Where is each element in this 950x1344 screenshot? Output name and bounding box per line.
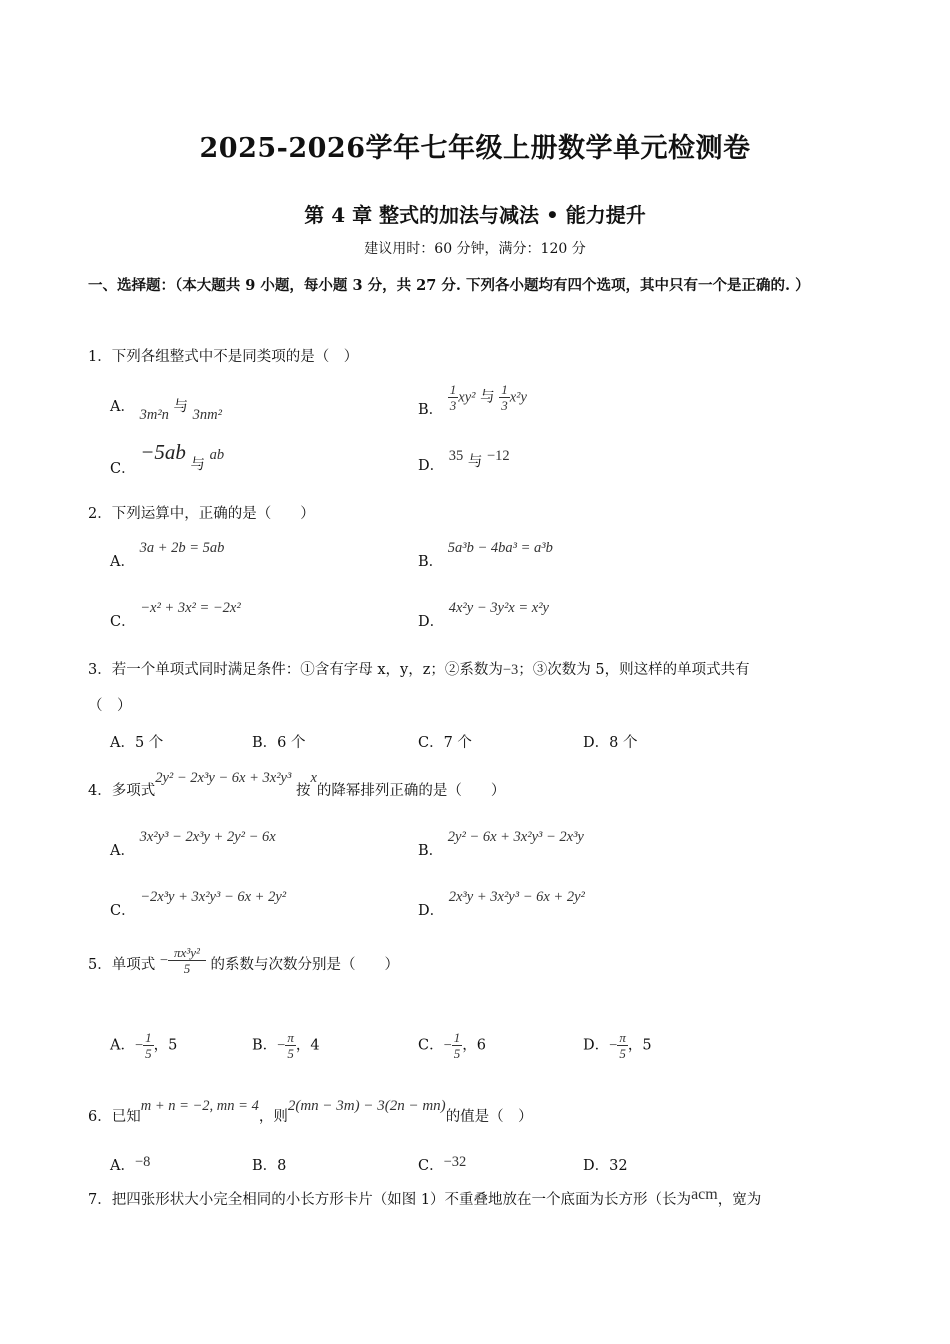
connector: 与 bbox=[467, 454, 483, 470]
chapter-subtitle: 第 4 章 整式的加法与减法 • 能力提升 bbox=[304, 203, 646, 227]
math-expr: −8 bbox=[134, 1154, 151, 1170]
math-expr: 2y² − 2x³y − 6x + 3x²y³ bbox=[155, 770, 292, 786]
math-expr: − bbox=[159, 952, 169, 969]
math-expr: 4x²y − 3y²x = x²y bbox=[448, 600, 549, 616]
math-sign: − bbox=[134, 1037, 144, 1054]
math-expr: acm bbox=[691, 1186, 718, 1203]
option-label: C． bbox=[110, 903, 136, 919]
option-label: A． bbox=[110, 554, 135, 570]
math-expr: 2(mn − 3m) − 3(2n − mn) bbox=[287, 1098, 446, 1114]
math-expr: −3 bbox=[502, 662, 519, 678]
option-label: A． bbox=[110, 1158, 135, 1174]
option-label: D． bbox=[418, 614, 445, 630]
q4-option-b bbox=[418, 825, 584, 859]
math-sign: − bbox=[443, 1037, 452, 1054]
q2-option-c bbox=[110, 596, 241, 630]
connector: 与 bbox=[190, 457, 205, 473]
time-info: 建议用时：60 分钟，满分：120 分 bbox=[364, 241, 586, 257]
math-expr: −32 bbox=[443, 1154, 467, 1170]
q3-option-d: D．8 个 bbox=[583, 735, 638, 751]
q4-option-a bbox=[110, 825, 276, 859]
option-label: C． bbox=[418, 1158, 444, 1174]
q6-option-b: B．8 bbox=[252, 1158, 287, 1174]
stem-text: 3．若一个单项式同时满足条件：①含有字母 x，y，z；②系数为 bbox=[88, 662, 503, 678]
math-expr: 5a³b − 4ba³ = a³b bbox=[447, 540, 553, 556]
fraction: $\frac{\pi}{5}$ bbox=[619, 1030, 626, 1061]
q4-option-c bbox=[110, 885, 287, 919]
connector: 与 bbox=[173, 399, 189, 415]
math-expr: 2x³y + 3x²y³ − 6x + 2y² bbox=[448, 889, 585, 905]
option-label: D． bbox=[418, 458, 445, 474]
fraction: $\frac{\text{πx³y²}}{5}$ bbox=[168, 945, 206, 976]
option-label: A． bbox=[110, 843, 135, 859]
option-label: D． bbox=[418, 903, 445, 919]
q1-option-c bbox=[110, 440, 225, 477]
q2-option-b bbox=[418, 536, 553, 570]
math-expr: ab bbox=[209, 447, 225, 463]
q2-option-d bbox=[418, 596, 549, 630]
q4-option-d bbox=[418, 885, 585, 919]
option-label: B． bbox=[252, 1037, 278, 1054]
q5-option-d bbox=[583, 1030, 652, 1061]
math-expr: 3a + 2b = 5ab bbox=[139, 540, 225, 556]
option-label: B． bbox=[418, 401, 444, 418]
math-expr: −x² + 3x² = −2x² bbox=[140, 600, 241, 616]
q5-option-c bbox=[418, 1030, 486, 1061]
fraction: $\frac{1}{3}$ bbox=[449, 382, 457, 413]
stem-text: ；③次数为 5，则这样的单项式共有 bbox=[518, 662, 750, 678]
question-5-stem bbox=[88, 945, 399, 976]
option-label: A． bbox=[110, 399, 135, 415]
option-tail: ，4 bbox=[295, 1037, 320, 1054]
option-label: A． bbox=[110, 1037, 135, 1054]
q1-option-b bbox=[418, 382, 527, 418]
q3-option-c: C．7 个 bbox=[418, 735, 472, 751]
math-expr: m + n = −2, mn = 4 bbox=[140, 1098, 259, 1114]
q6-option-d: D．32 bbox=[583, 1158, 628, 1174]
math-expr: 35 bbox=[448, 448, 464, 464]
q3-option-a: A．5 个 bbox=[110, 735, 164, 751]
math-expr: −5ab bbox=[140, 440, 186, 464]
math-expr: 3m²n bbox=[139, 407, 169, 423]
math-sign: − bbox=[277, 1037, 286, 1054]
q6-option-c bbox=[418, 1150, 467, 1174]
option-label: C． bbox=[110, 461, 136, 477]
option-label: B． bbox=[418, 843, 444, 859]
stem-text: ，则 bbox=[258, 1109, 288, 1125]
stem-text: 4．多项式 bbox=[88, 783, 156, 799]
fraction: $\frac{1}{5}$ bbox=[145, 1030, 152, 1061]
math-sign: − bbox=[609, 1037, 618, 1054]
q2-option-a bbox=[110, 536, 225, 570]
question-7-stem bbox=[88, 1188, 761, 1209]
stem-text: 的降幂排列正确的是（ ） bbox=[316, 783, 506, 799]
question-3-stem bbox=[88, 658, 750, 679]
connector: 与 bbox=[480, 389, 495, 406]
question-6-stem bbox=[88, 1094, 533, 1125]
q3-option-b: B．6 个 bbox=[252, 735, 306, 751]
q6-option-a bbox=[110, 1150, 151, 1174]
q1-option-a bbox=[110, 395, 222, 423]
stem-text: 5．单项式 bbox=[88, 956, 156, 973]
page-title: 2025-2026学年七年级上册数学单元检测卷 bbox=[199, 133, 751, 164]
math-expr: 3nm² bbox=[192, 407, 222, 423]
option-label: B． bbox=[418, 554, 444, 570]
section-heading: 一、选择题：（本大题共 9 小题，每小题 3 分，共 27 分. 下列各小题均有四个选项，其中只有一个是正确的. ） bbox=[88, 277, 810, 294]
option-label: C． bbox=[110, 614, 136, 630]
stem-text: 的系数与次数分别是（ ） bbox=[210, 956, 399, 973]
stem-text: ，宽为 bbox=[717, 1192, 762, 1208]
option-label: D． bbox=[583, 1037, 610, 1054]
math-expr: 2y² − 6x + 3x²y³ − 2x³y bbox=[447, 829, 584, 845]
question-4-stem bbox=[88, 766, 506, 799]
math-expr: −12 bbox=[486, 448, 510, 464]
stem-text: 6．已知 bbox=[88, 1109, 141, 1125]
question-3-stem-line2: （ ） bbox=[88, 698, 132, 714]
stem-text: 按 bbox=[295, 783, 311, 799]
question-1-stem: 1．下列各组整式中不是同类项的是（ ） bbox=[88, 349, 359, 365]
option-tail: ，6 bbox=[462, 1037, 487, 1054]
option-tail: ，5 bbox=[153, 1037, 178, 1054]
q1-option-d bbox=[418, 444, 510, 474]
q5-option-b bbox=[252, 1030, 320, 1061]
question-2-stem: 2．下列运算中，正确的是（ ） bbox=[88, 506, 315, 522]
stem-text: 的值是（ ） bbox=[445, 1109, 533, 1125]
fraction: $\frac{\pi}{5}$ bbox=[287, 1030, 294, 1061]
math-expr: x²y bbox=[509, 389, 527, 406]
fraction: $\frac{1}{3}$ bbox=[501, 382, 508, 413]
math-expr: 3x²y³ − 2x³y + 2y² − 6x bbox=[139, 829, 276, 845]
stem-text: 7．把四张形状大小完全相同的小长方形卡片（如图 1）不重叠地放在一个底面为长方形（长为 bbox=[88, 1192, 692, 1208]
math-expr: −2x³y + 3x²y³ − 6x + 2y² bbox=[140, 889, 287, 905]
option-tail: ，5 bbox=[627, 1037, 652, 1054]
math-expr: xy² bbox=[458, 389, 476, 406]
option-label: C． bbox=[418, 1037, 444, 1054]
math-expr: x bbox=[310, 770, 317, 786]
q5-option-a bbox=[110, 1030, 177, 1061]
fraction: $\frac{1}{5}$ bbox=[453, 1030, 461, 1061]
